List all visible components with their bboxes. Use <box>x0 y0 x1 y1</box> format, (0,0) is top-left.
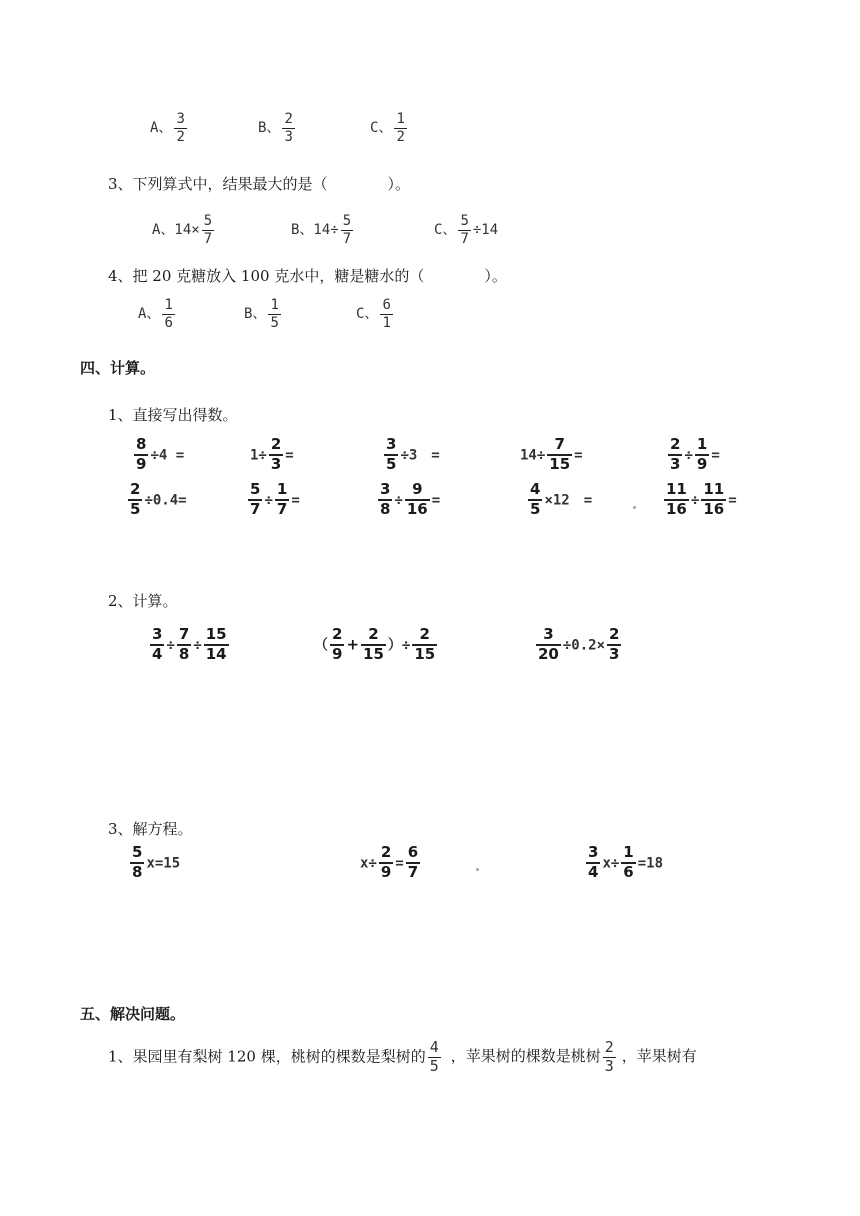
equation-2: x÷ $\frac{2}{9}$ = $\frac{6}{7}$ <box>360 843 419 881</box>
scan-speck <box>633 506 636 509</box>
q2-option-b: B、 $\frac{2}{3}$ <box>258 111 293 145</box>
calc-item: $\frac{3}{8}$ ÷ $\frac{9}{16}$ = <box>380 480 441 518</box>
sub-2-heading: 2、计算。 <box>108 592 178 610</box>
fraction: $\frac{3}{2}$ <box>176 111 185 145</box>
q2-option-c: C、 $\frac{1}{2}$ <box>370 111 405 145</box>
q4-option-c: C、 $\frac{6}{1}$ <box>356 297 391 331</box>
calc-item: $\frac{4}{5}$ ×12 = <box>530 480 593 518</box>
section-5-title: 五、解决问题。 <box>80 1005 186 1023</box>
calc-item: $\frac{2}{3}$ ÷ $\frac{1}{9}$ = <box>670 435 720 473</box>
question-3: 3、下列算式中，结果最大的是（ ）。 <box>108 175 411 193</box>
equation-3: $\frac{3}{4}$ x÷ $\frac{1}{6}$ =18 <box>588 843 664 881</box>
section-4-title: 四、计算。 <box>80 359 156 377</box>
q3-option-b: B、14÷ $\frac{5}{7}$ <box>291 213 352 247</box>
q3-option-a: A、14× $\frac{5}{7}$ <box>152 213 213 247</box>
calc-expression-1: $\frac{3}{4}$ ÷ $\frac{7}{8}$ ÷ $\frac{15}{14}$ <box>152 625 227 663</box>
q2-option-a: A、 $\frac{3}{2}$ <box>150 111 185 145</box>
calc-expression-2: （ $\frac{2}{9}$ + $\frac{2}{15}$ ）÷ $\frac{2}{15}$ <box>314 625 436 663</box>
fraction: $\frac{1}{2}$ <box>396 111 405 145</box>
equation-1: $\frac{5}{8}$ x=15 <box>132 843 181 881</box>
fraction: $\frac{2}{3}$ <box>284 111 293 145</box>
calc-item: $\frac{8}{9}$ ÷4 = <box>136 435 185 473</box>
calc-expression-3: $\frac{3}{20}$ ÷0.2× $\frac{2}{3}$ <box>538 625 620 663</box>
calc-item: $\frac{11}{16}$ ÷ $\frac{11}{16}$ = <box>666 480 737 518</box>
q3-option-c: C、 $\frac{5}{7}$ ÷14 <box>434 213 499 247</box>
sub-1-heading: 1、直接写出得数。 <box>108 406 238 424</box>
problem-1: 1、果园里有梨树 120 棵，桃树的棵数是梨树的 $\frac{4}{5}$ ，苹果树的棵数是桃树 $\frac{2}{3}$ ，苹果树有 <box>108 1038 697 1075</box>
calc-item: $\frac{5}{7}$ ÷ $\frac{1}{7}$ = <box>250 480 300 518</box>
question-4: 4、把 20 克糖放入 100 克水中，糖是糖水的（ ）。 <box>108 267 507 285</box>
calc-item: $\frac{2}{5}$ ÷0.4= <box>130 480 187 518</box>
q4-option-a: A、 $\frac{1}{6}$ <box>138 297 173 331</box>
calc-item: $\frac{3}{5}$ ÷3 = <box>386 435 440 473</box>
calc-item: 14÷ $\frac{7}{15}$ = <box>520 435 583 473</box>
sub-3-heading: 3、解方程。 <box>108 820 193 838</box>
q4-option-b: B、 $\frac{1}{5}$ <box>244 297 279 331</box>
calc-item: 1÷ $\frac{2}{3}$ = <box>250 435 294 473</box>
scan-speck <box>476 868 479 871</box>
